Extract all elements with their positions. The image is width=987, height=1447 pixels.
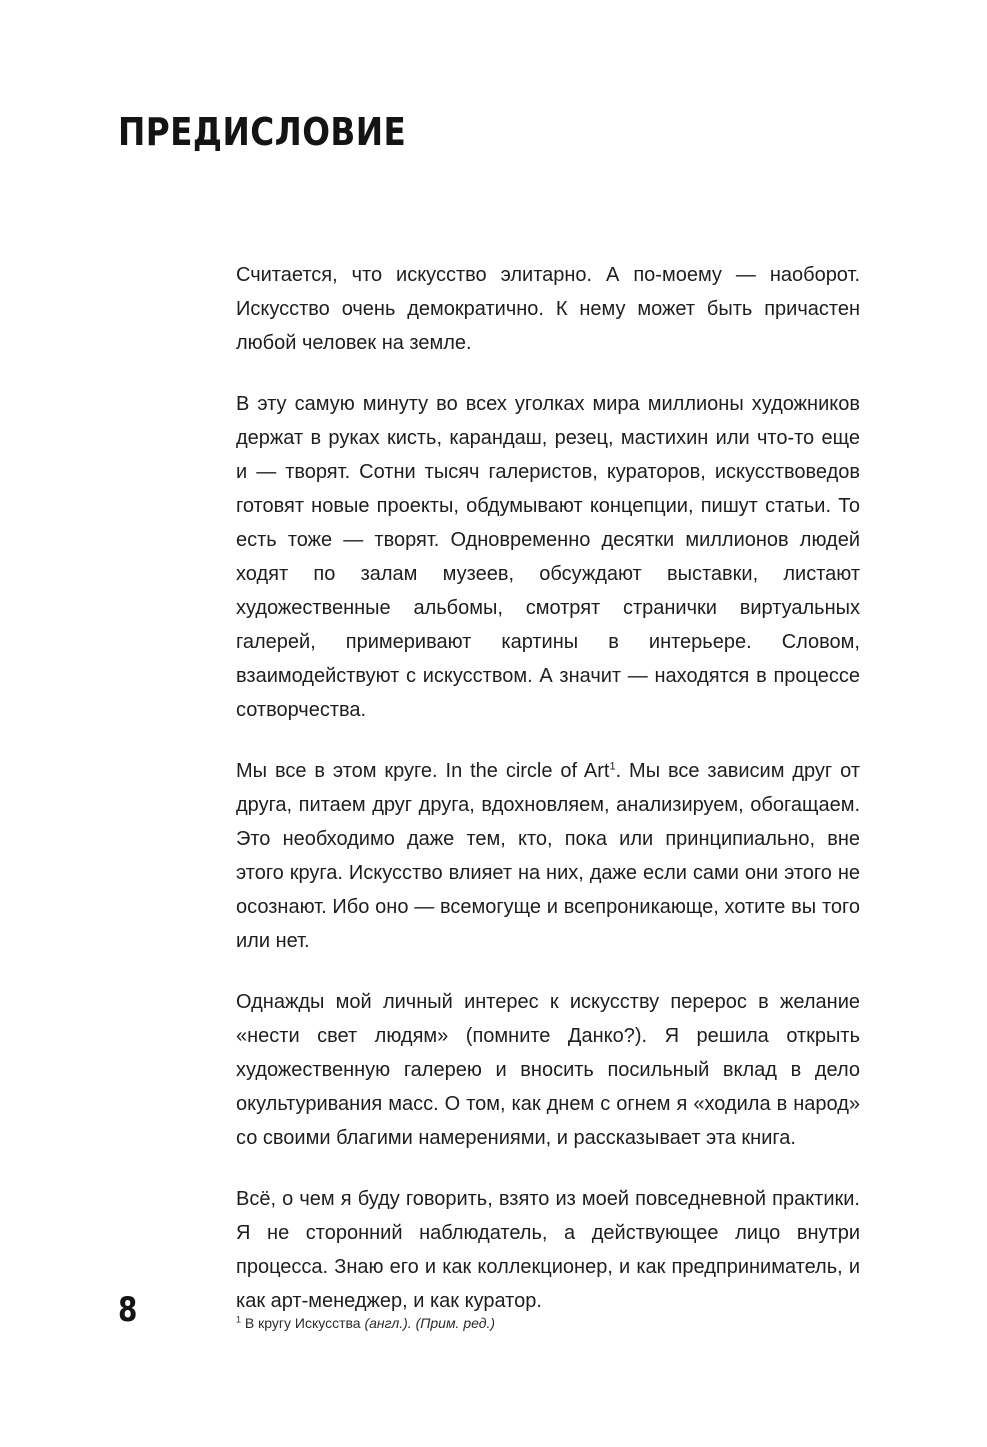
page-number: 8 (118, 1290, 138, 1330)
body-text (236, 258, 860, 1345)
paragraph-3 (236, 754, 860, 958)
paragraph-1: Считается, что искусство элитарно. А по-моему — наоборот. Искусство очень демократично. К нему может быть причастен любой человек на земле. (236, 264, 860, 354)
paragraph-5: Всё, о чем я буду говорить, взято из моей повседневной практики. Я не сторонний наблюдатель, а действующее лицо внутри процесса. Знаю его и как коллекционер, и как предприниматель, и как арт-менеджер, и как куратор. (236, 1188, 860, 1312)
paragraph-2: В эту самую минуту во всех уголках мира миллионы художников держат в руках кисть, карандаш, резец, мастихин или что-то еще и — творят. Сотни тысяч галеристов, кураторов, искусствоведов готовят новые проекты, обдумывают концепции, пишут статьи. То есть тоже — творят. Одновременно десятки миллионов людей ходят по залам музеев, обсуждают выставки, листают художественные альбомы, смотрят странички виртуальных галерей, примеривают картины в интерьере. Словом, взаимодействуют с искусством. А значит — находятся в процессе сотворчества. (236, 393, 860, 721)
footnote-marker: 1 (236, 1314, 242, 1325)
footnote-text: В кругу Искусства (244, 1315, 361, 1331)
paragraph-4: Однажды мой личный интерес к искусству перерос в желание «нести свет людям» (помните Данко?). Я решила открыть художественную галерею и вносить посильный вклад в дело окультуривания масс. О том, как днем с огнем я «ходила в народ» со своими благими намерениями, и рассказывает эта книга. (236, 991, 860, 1149)
paragraph-3-text-after: . Мы все зависим друг от друга, питаем друг друга, вдохновляем, анализируем, обогащаем. Это необходимо даже тем, кто, пока или принципиально, вне этого круга. Искусство влияет на них, даже если сами они этого не осознают. Ибо оно — всемогуще и всепроникающе, хотите вы того или нет. (236, 760, 860, 952)
footnote-reference[interactable]: 1 (609, 760, 616, 773)
paragraph-3-text-before: Мы все в этом круге. In the circle of Art (236, 760, 610, 782)
footnote (236, 1315, 495, 1331)
chapter-title: ПРЕДИСЛОВИЕ (118, 110, 407, 154)
footnote-note: (англ.). (Прим. ред.) (364, 1315, 496, 1331)
